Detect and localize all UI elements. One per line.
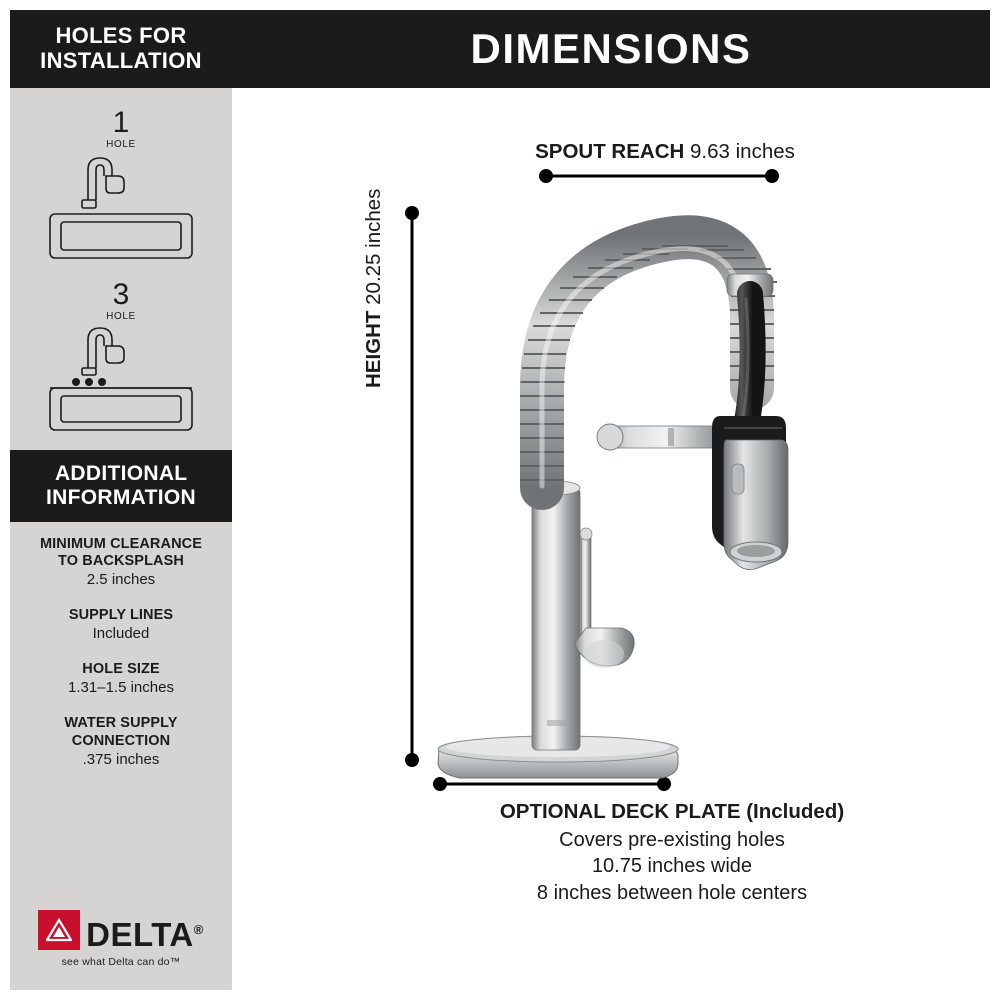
additional-information-header	[10, 450, 232, 522]
faucet-column	[532, 481, 580, 750]
registered-mark: ®	[193, 922, 204, 937]
info-item-hole-size	[10, 661, 232, 697]
height-value: 20.25 inches	[362, 188, 385, 305]
spout-reach-dimension-line	[539, 169, 779, 183]
info-value: 1.31–1.5 inches	[68, 679, 174, 697]
info-value: 2.5 inches	[86, 571, 156, 589]
info-value: .375 inches	[82, 750, 160, 768]
spout-reach-label	[490, 140, 840, 164]
dimension-diagram	[232, 88, 990, 990]
additional-header-line2: INFORMATION	[46, 486, 196, 509]
additional-header-line1: ADDITIONAL	[54, 462, 188, 486]
deck-plate-title: OPTIONAL DECK PLATE (Included)	[499, 800, 845, 823]
page-title: DIMENSIONS	[470, 25, 752, 72]
faucet-body	[438, 237, 788, 778]
delta-tagline: see what Delta can do™	[61, 956, 181, 968]
info-label-line2: CONNECTION	[71, 732, 171, 749]
faucet-handle	[574, 528, 634, 668]
hole-option-1-sublabel: HOLE	[106, 139, 136, 150]
spout-reach-title: SPOUT REACH	[535, 140, 685, 163]
hole-option-3-sublabel: HOLE	[106, 311, 136, 322]
info-label-line1: WATER SUPPLY	[64, 715, 178, 732]
info-label-line1: SUPPLY LINES	[68, 607, 174, 624]
hole-option-1-number: 1	[112, 106, 130, 139]
deck-plate-line-1: Covers pre-existing holes	[559, 829, 785, 851]
hole-option-3	[10, 280, 232, 436]
info-item-minimum-clearance	[10, 536, 232, 589]
hole-option-1	[10, 108, 232, 262]
holes-header-line2: INSTALLATION	[40, 48, 202, 73]
deck-plate-line-3: 8 inches between hole centers	[536, 881, 808, 904]
spray-head	[712, 416, 788, 570]
height-label	[362, 188, 386, 388]
additional-information-list	[10, 536, 232, 787]
delta-logo	[10, 910, 232, 968]
deck-plate-caption	[352, 800, 992, 906]
info-label-line1: HOLE SIZE	[82, 661, 160, 678]
info-item-water-supply-connection	[10, 715, 232, 768]
delta-triangle-icon	[38, 910, 80, 950]
sink-three-hole-icon	[10, 324, 232, 436]
delta-wordmark: DELTA®	[86, 916, 204, 953]
info-item-supply-lines	[10, 607, 232, 643]
holes-header-line1: HOLES FOR	[55, 23, 187, 49]
spout-reach-value: 9.63 inches	[690, 140, 795, 163]
info-label-line2: TO BACKSPLASH	[58, 553, 184, 570]
holes-for-installation-header	[10, 10, 232, 88]
info-label-line1: MINIMUM CLEARANCE	[40, 536, 202, 552]
info-value: Included	[92, 625, 150, 643]
deck-plate-line-2: 10.75 inches wide	[591, 855, 753, 878]
height-title: HEIGHT	[362, 310, 385, 388]
hole-option-3-number: 3	[112, 278, 130, 311]
page-title-band	[232, 10, 990, 88]
deck-plate-dimension-line	[433, 777, 671, 791]
sidebar	[10, 10, 232, 990]
sink-one-hole-icon	[10, 152, 232, 262]
height-dimension-line	[405, 206, 419, 767]
